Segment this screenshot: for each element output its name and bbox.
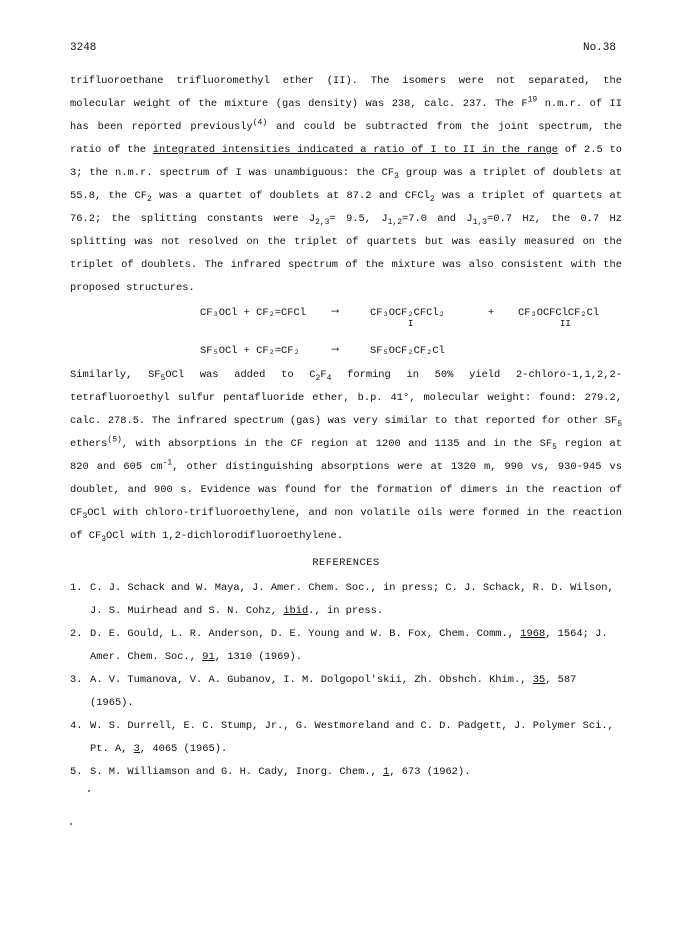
reaction-arrow: ⟶ [332, 306, 339, 318]
paragraph-nmr: trifluoroethane trifluoromethyl ether (II). The isomers were not separated, the molecular weight of the mixture (gas density) was 238, calc. 237. The $F^{19}$ n.m.r. of II has been reported previously$^{(4)}$ and could be subtracted from the joint spectrum, the ratio of the integrated intensities indicated a ratio of I to II in the range of 2.5 to 3; the n.m.r. spectrum of I was unambiguous: the $CF_3$ group was a triplet of doublets at 55.8, the $CF_2$ was a quartet of doublets at 87.2 and CFCl$_2$ was a triplet of quartets at 76.2; the splitting constants were $J_{2,3}= 9.5$, $J_{1,2}=7.0$ and $J_{1,3}=0.7$ Hz, the 0.7 Hz splitting was not resolved on the triplet of quartets but was easily measured on the triplet of doublets. The infrared spectrum of the mixture was also consistent with the proposed structures. [70, 75, 623, 294]
reaction-1-reactants: CF₃OCl + CF₂=CFCl [200, 307, 307, 319]
reaction-2-reactants: SF₅OCl + CF₂=CF₂ [200, 345, 300, 357]
reference-5: 5. S. M. Williamson and G. H. Cady, Inorg. Chem., 1, 673 (1962). [70, 766, 471, 778]
product-ii: CF₃OCFClCF₂Cl [518, 307, 600, 319]
references-heading: REFERENCES [312, 557, 380, 569]
references-list [70, 577, 622, 784]
reaction-2-product: SF₅OCF₂CF₂Cl [370, 345, 445, 357]
reaction-arrow: ⟶ [332, 344, 339, 356]
product-i: CF₃OCF₂CFCl₂ [370, 307, 445, 319]
reaction-2 [70, 340, 622, 368]
plus-sign: + [488, 307, 495, 319]
paragraph-sf5: Similarly, $SF_5OCl$ was added to $C_2F_4$ forming in 50% yield 2-chloro-1,1,2,2-tetrafluoroethyl sulfur pentafluoride ether, b.p. 41°, molecular weight: found: 279.2, calc. 278.5. The infrared spectrum (gas) was very similar to that reported for other $SF_5$ ethers$^{(5)}$, with absorptions in the CF region at 1200 and 1135 and in the $SF_5$ region at 820 and 605 $cm^{-1}$, other distinguishing absorptions were at 1320 m, 990 vs, 930-945 vs doublet, and 900 s. Evidence was found for the formation of dimers in the reaction of $CF_3OCl$ with chloro-trifluoroethylene, and non volatile oils were formed in the reaction of $CF_3OCl$ with 1,2-dichlorodifluoroethylene. [70, 369, 622, 545]
scan-speck [70, 823, 72, 825]
article-body [70, 70, 622, 784]
reference-2: 2. D. E. Gould, L. R. Anderson, D. E. Young and W. B. Fox, Chem. Comm., 1968, 1564; J. Amer. Chem. Soc., 91, 1310 (1969). [70, 628, 608, 663]
issue-number: No.38 [582, 42, 616, 54]
reference-1: 1. C. J. Schack and W. Maya, J. Amer. Chem. Soc., in press; C. J. Schack, R. D. Wilson, J. S. Muirhead and S. N. Cohz, ibid., in press. [70, 582, 614, 617]
reference-4: 4. W. S. Durrell, E. C. Stump, Jr., G. Westmoreland and C. D. Padgett, J. Polymer Sci., Pt. A, 3, 4065 (1965). [70, 720, 614, 755]
page-number: 3248 [70, 42, 97, 54]
product-i-label: I [408, 319, 414, 329]
reaction-1 [70, 302, 622, 330]
scan-speck [88, 790, 90, 792]
reference-3: 3. A. V. Tumanova, V. A. Gubanov, I. M. Dolgopol'skii, Zh. Obshch. Khim., 35, 587 (1965). [70, 674, 577, 709]
product-ii-label: II [560, 319, 571, 329]
